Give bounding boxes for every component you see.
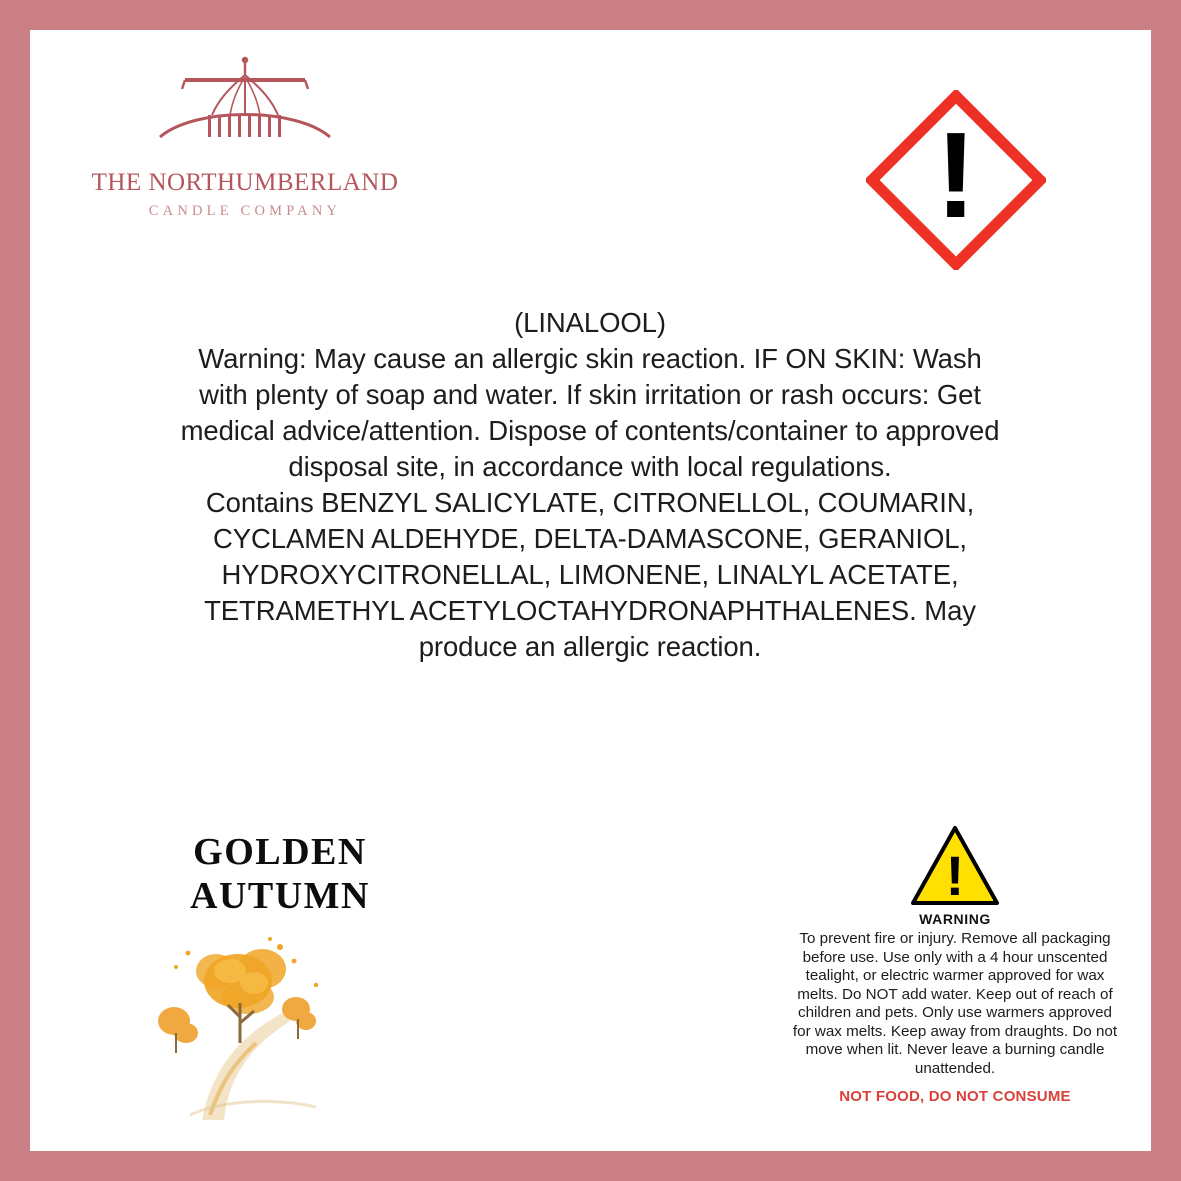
not-food-notice: NOT FOOD, DO NOT CONSUME (839, 1088, 1071, 1105)
autumn-tree-path-watercolour-illustration-icon (130, 925, 345, 1120)
svg-text:!: ! (935, 107, 977, 243)
brand-subtitle: CANDLE COMPANY (148, 203, 342, 219)
ghs-exclamation-mark-pictogram-icon (866, 90, 1046, 270)
hazard-statement-block (180, 305, 1000, 665)
hazard-statement: Warning: May cause an allergic skin reaction. IF ON SKIN: Wash with plenty of soap and water. If skin irritation or rash occurs: Get medical advice/attention. Dispose of contents/container to approved disposal site, in accordance with local regulations. (180, 343, 1000, 482)
product-name-line-2: AUTUMN (190, 875, 370, 917)
brand-logo (85, 55, 405, 220)
warning-triangle-icon (910, 825, 1000, 907)
svg-text:!: ! (945, 844, 965, 907)
product-title (115, 830, 445, 918)
safety-warning-body: To prevent fire or injury. Remove all packaging before use. Use only with a 4 hour unscented tealight, or electric warmer approved for wax melts. Do NOT add water. Keep out of reach of children and pets. Only use warmers approved for wax melts. Keep away from draughts. Do not move when lit. Never leave a burning candle unattended. (792, 930, 1118, 1077)
ghs-exclamation-pictogram (866, 90, 1046, 270)
product-name-line-1: GOLDEN (193, 831, 367, 873)
brand-name: THE NORTHUMBERLAND (91, 169, 399, 196)
contains-ingredients: Contains BENZYL SALICYLATE, CITRONELLOL, COUMARIN, CYCLAMEN ALDEHYDE, DELTA-DAMASCONE, GERANIOL, HYDROXYCITRONELLAL, LIMONENE, LINALYL ACETATE, TETRAMETHYL ACETYLOCTAHYDRONAPHTHALENES. May produce an allergic reaction. (204, 487, 976, 662)
allergen-name: (LINALOOL) (514, 307, 666, 338)
safety-warning-title: WARNING (919, 911, 991, 927)
candle-snuffer-logo-icon (140, 55, 350, 165)
safety-warning-block (790, 825, 1120, 1105)
product-label-card (30, 30, 1151, 1151)
